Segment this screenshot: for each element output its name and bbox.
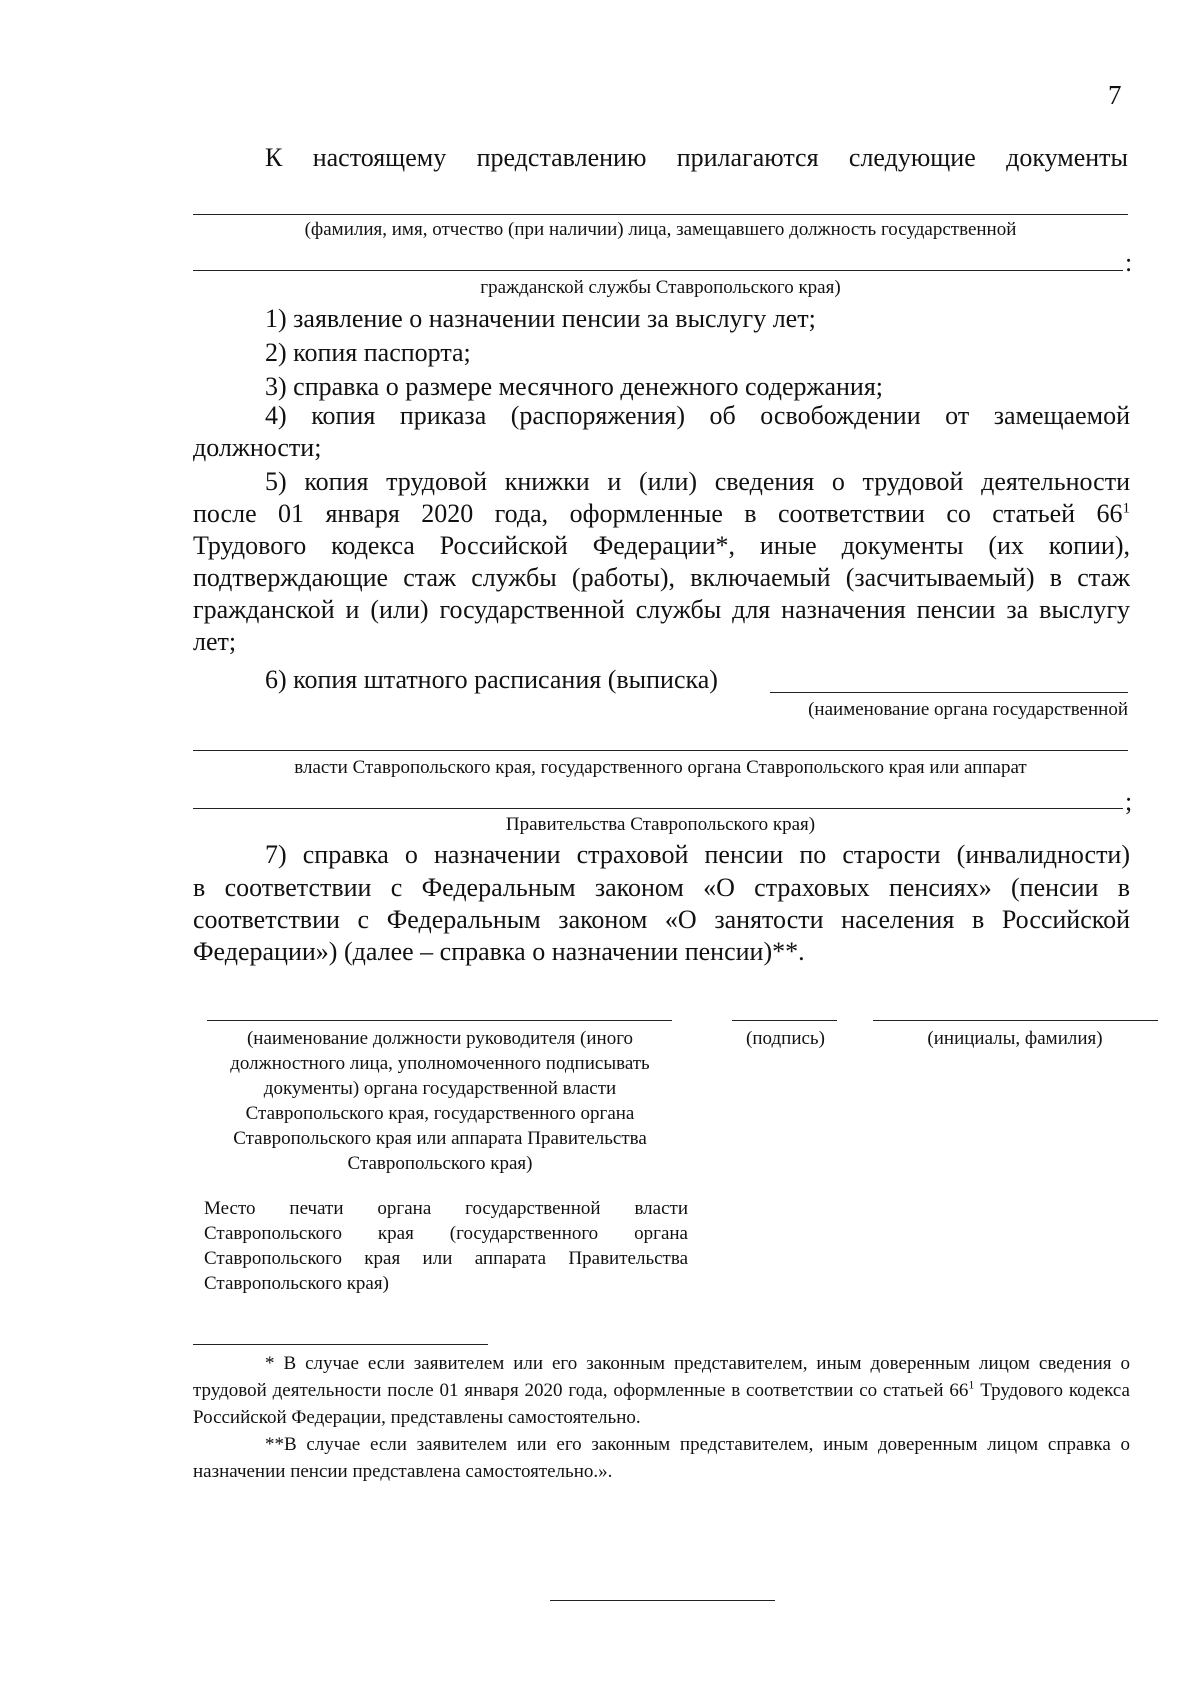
caption-person-2: гражданской службы Ставропольского края) bbox=[480, 277, 841, 298]
stamp-place-text: Место печати органа государственной власти Ставропольского края (государственного органа Ставропольского края или аппарата Правительства Ставропольского края) bbox=[204, 1198, 688, 1294]
intro-text: К настоящему представлению прилагаются следующие документы bbox=[265, 143, 1128, 172]
blank-line-org-2 bbox=[193, 750, 1128, 751]
caption-org-3: Правительства Ставропольского края) bbox=[505, 814, 816, 835]
item-7-line-1: 7) справка о назначении страховой пенсии по старости (инвалидности) bbox=[265, 840, 1130, 869]
item-1: 1) заявление о назначении пенсии за выслугу лет; bbox=[265, 304, 816, 333]
blank-line-person-2 bbox=[193, 270, 1123, 271]
item-5-line-2 bbox=[193, 498, 1130, 530]
caption-person-1: (фамилия, имя, отчество (при наличии) лица, замещавшего должность государственной bbox=[304, 219, 1017, 240]
item-2: 2) копия паспорта; bbox=[265, 338, 471, 367]
item-5-line-2-text: после 01 января 2020 года, оформленные в соответствии со статьей 66 bbox=[193, 499, 1123, 528]
sig-name-caption: (инициалы, фамилия) bbox=[927, 1028, 1103, 1049]
end-line bbox=[550, 1600, 775, 1601]
caption-org-1: (наименование органа государственной bbox=[808, 699, 1128, 720]
footnote-1 bbox=[193, 1350, 1130, 1431]
footnote-1-text-b: Трудового кодекса Российской Федерации, представлены самостоятельно. bbox=[193, 1380, 1130, 1428]
item-5-line-1: 5) копия трудовой книжки и (или) сведения о трудовой деятельности bbox=[265, 467, 1130, 496]
semicolon-mark: ; bbox=[1125, 787, 1133, 816]
item-4-line-1: 4) копия приказа (распоряжения) об освобождении от замещаемой bbox=[265, 401, 1130, 430]
signature-line-position bbox=[207, 1020, 672, 1021]
superscript-1: 1 bbox=[1122, 500, 1130, 517]
sig-signature-caption: (подпись) bbox=[746, 1028, 825, 1049]
caption-org-2: власти Ставропольского края, государственного органа Ставропольского края или аппарат bbox=[294, 757, 1027, 778]
footnote-separator bbox=[193, 1344, 488, 1345]
item-5-rest: Трудового кодекса Российской Федерации*, иные документы (их копии), подтверждающие стаж службы (работы), включаемый (засчитываемый) в стаж гражданской и (или) государственной службы для назначения пенсии за выслугу лет; bbox=[193, 531, 1130, 656]
footnote-1-text-a: * В случае если заявителем или его законным представителем, иным доверенным лицом сведения о трудовой деятельности после 01 января 2020 года, оформленные в соответствии со статьей 66 bbox=[193, 1353, 1130, 1401]
item-7-rest: в соответствии с Федеральным законом «О страховых пенсиях» (пенсии в соответствии с Федеральным законом «О занятости населения в Российской Федерации») (далее – справка о назначении пенсии)**. bbox=[193, 873, 1130, 966]
colon-mark: : bbox=[1125, 248, 1133, 277]
item-3: 3) справка о размере месячного денежного содержания; bbox=[265, 372, 884, 401]
sig-position-caption: (наименование должности руководителя (иного должностного лица, уполномоченного подписывать документы) органа государственной власти Ставропольского края, государственного органа Ставропольского края или аппарата Правительства Ставропольского края) bbox=[230, 1028, 650, 1174]
footnote-2: **В случае если заявителем или его законным представителем, иным доверенным лицом справка о назначении пенсии представлена самостоятельно.». bbox=[193, 1434, 1130, 1482]
blank-line-org-1 bbox=[770, 692, 1128, 693]
item-6: 6) копия штатного расписания (выписка) bbox=[265, 665, 718, 694]
signature-line-name bbox=[873, 1020, 1158, 1021]
blank-line-org-3 bbox=[193, 808, 1123, 809]
signature-line-sign bbox=[732, 1020, 837, 1021]
blank-line-person-1 bbox=[193, 214, 1128, 215]
footnote-superscript-1: 1 bbox=[968, 1377, 975, 1392]
page-number: 7 bbox=[1108, 80, 1122, 110]
item-4-line-2: должности; bbox=[193, 433, 322, 462]
